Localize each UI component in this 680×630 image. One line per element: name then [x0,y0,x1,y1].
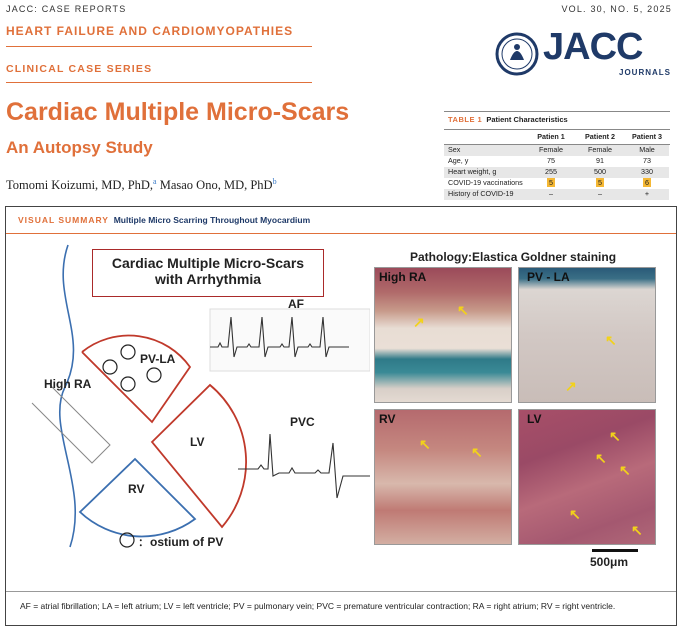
vs-label: VISUAL SUMMARY [18,215,109,225]
journal-name: JACC: CASE REPORTS [6,4,127,14]
panel-label: PV - LA [527,270,570,284]
logo-subtext: JOURNALS [619,68,672,77]
ostium-circle [121,377,135,391]
section-heading: HEART FAILURE AND CARDIOMYOPATHIES [6,24,294,38]
table-row: Age, y 75 91 73 [448,156,651,165]
visual-summary-heading [18,215,310,225]
volume-info: VOL. 30, NO. 5, 2025 [561,4,672,14]
panel-label: LV [527,412,542,426]
diagram-title-line2: with Arrhythmia [154,271,262,287]
vs-title: Multiple Micro Scarring Throughout Myocardium [113,215,311,225]
figure-area [10,237,672,587]
arrow-icon: ↗ [413,314,425,330]
highlight-cell: 5 [598,178,602,187]
table-row: History of COVID-19 – – + [444,189,669,200]
col-header: Patient 3 [632,132,662,141]
arrow-icon: ↖ [605,332,617,348]
abbreviation-caption: AF = atrial fibrillation; LA = left atrium; LV = left ventricle; PV = pulmonary vein; PVC = premature ventricular contraction; RA = right atrium; RV = right ventricle. [20,601,616,611]
patient-table [444,111,670,204]
diagram-title-box [92,249,324,297]
author-1: Tomomi Koizumi, MD, PhD, [6,178,154,193]
rv-label: RV [128,482,145,496]
arrow-icon: ↖ [631,522,643,538]
pv-la-label: PV-LA [140,352,176,366]
arrow-icon: ↗ [565,378,577,394]
pv-la-sector [82,336,190,422]
panel-rv [374,409,512,545]
highlight-cell: 6 [645,178,649,187]
table-label: TABLE 1 [448,115,483,124]
arrow-icon: ↖ [569,506,581,522]
atrial-wall-line [60,245,76,547]
lv-sector [152,385,246,527]
arrow-icon: ↖ [471,444,483,460]
table-title: Patient Characteristics [486,115,568,124]
ostium-legend-label: ：ostium of PV [138,535,224,549]
pathology-title: Pathology:Elastica Goldner staining [410,250,617,264]
visual-summary-box [5,206,677,626]
divider-left [32,385,110,463]
series-rule [6,82,312,83]
arrow-icon: ↖ [595,450,607,466]
panel-lv [518,409,656,545]
series-heading: CLINICAL CASE SERIES [6,63,153,75]
section-rule [6,46,312,47]
panel-high-ra [374,267,512,403]
table-row: Heart weight, g 255 500 330 [444,167,669,178]
ostium-circle [147,368,161,382]
author-1-affil: a [153,177,157,186]
table-caption [448,115,568,124]
table-header-row [444,132,669,143]
scale-bar [592,549,638,552]
arrow-icon: ↖ [619,462,631,478]
seal-icon [495,32,539,76]
author-2: Masao Ono, MD, PhD [159,178,273,193]
table-row: COVID-19 vaccinations 5 5 6 [448,178,649,187]
af-label: AF [288,297,304,311]
panel-label: RV [379,412,396,426]
panel-pv-la [518,267,656,403]
arrow-icon: ↖ [457,302,469,318]
highlight-cell: 5 [549,178,553,187]
article-title: Cardiac Multiple Micro-Scars [6,98,350,126]
scale-label: 500μm [590,555,629,569]
ostium-circle [121,345,135,359]
diagram-title-line1: Cardiac Multiple Micro-Scars [111,255,305,271]
article-subtitle: An Autopsy Study [6,138,153,157]
authors-line [6,177,277,193]
jacc-logo [495,26,675,82]
lv-label: LV [190,435,205,449]
rv-sector [80,459,195,536]
col-header: Patient 2 [585,132,615,141]
pvc-ecg-trace [238,434,370,498]
arrow-icon: ↖ [419,436,431,452]
author-2-affil: b [272,177,277,186]
table-row: Sex Female Female Male [444,145,669,156]
logo-text: JACC [543,26,643,68]
high-ra-label: High RA [44,377,92,391]
ostium-circle [103,360,117,374]
pvc-label: PVC [290,415,315,429]
arrow-icon: ↖ [609,428,621,444]
panel-label: High RA [379,270,427,284]
col-header: Patien 1 [537,132,565,141]
